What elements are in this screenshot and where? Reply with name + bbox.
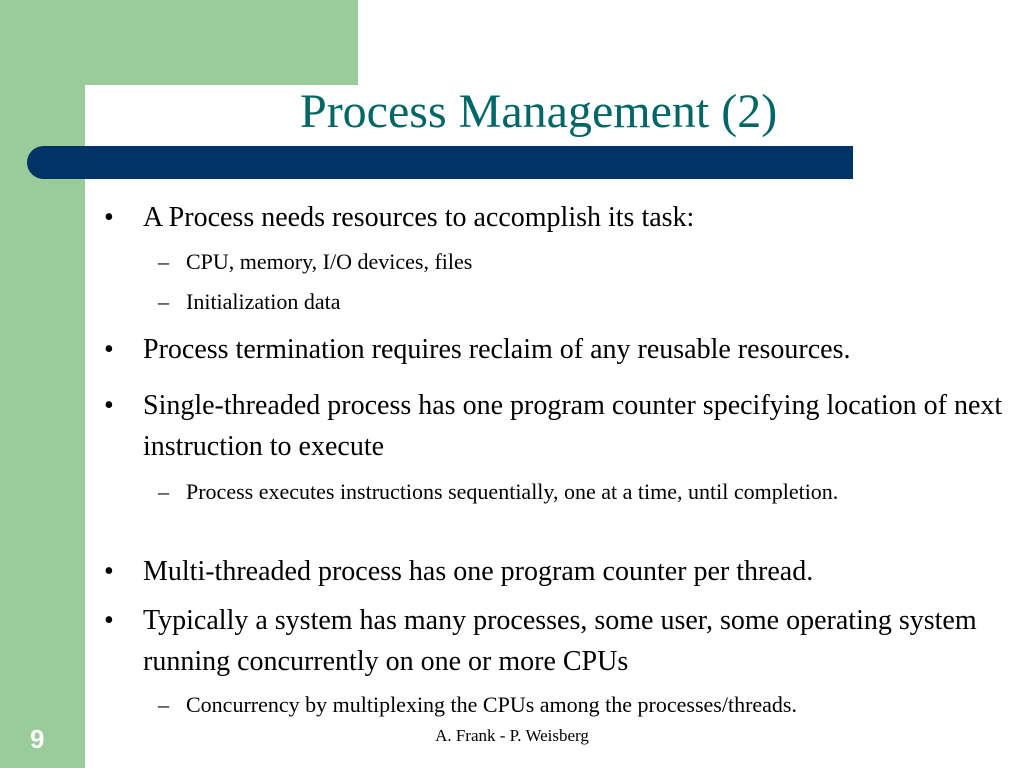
sub-bullet-marker: – (158, 692, 169, 717)
title-underline-bar (27, 146, 853, 179)
footer-author: A. Frank - P. Weisberg (435, 726, 589, 745)
bullet-2 (104, 329, 1004, 370)
bullet-marker: • (104, 390, 114, 421)
rounded-white-corner (85, 85, 205, 205)
bullet-marker: • (104, 605, 114, 636)
bullet-5 (104, 600, 984, 682)
bullet-3 (104, 385, 1004, 467)
slide-title: Process Management (2) (300, 85, 778, 138)
sub-bullet-text: Concurrency by multiplexing the CPUs among the processes/threads. (186, 692, 797, 717)
sub-bullet-1-1 (158, 246, 978, 278)
sub-bullet-text: Process executes instructions sequentially, one at a time, until completion. (186, 479, 839, 504)
bullet-1 (104, 197, 1004, 238)
sub-bullet-text: CPU, memory, I/O devices, files (186, 249, 473, 274)
bullet-text: A Process needs resources to accomplish its task: (143, 202, 695, 233)
sub-bullet-1-2 (158, 286, 978, 318)
left-green-band (0, 0, 85, 768)
top-green-block (85, 0, 358, 85)
sub-bullet-marker: – (158, 249, 169, 274)
bullet-4 (104, 551, 1004, 592)
bullet-marker: • (104, 202, 114, 233)
bullet-text: Single-threaded process has one program counter specifying location of next instruction to execute (143, 390, 1003, 462)
sub-bullet-3-1 (158, 476, 898, 508)
bullet-text: Process termination requires reclaim of any reusable resources. (143, 334, 851, 365)
bullet-marker: • (104, 556, 114, 587)
sub-bullet-text: Initialization data (186, 289, 341, 314)
bullet-text: Typically a system has many processes, some user, some operating system running concurrently on one or more CPUs (143, 605, 977, 677)
bullet-text: Multi-threaded process has one program counter per thread. (143, 556, 814, 587)
sub-bullet-marker: – (158, 479, 169, 504)
bullet-marker: • (104, 334, 114, 365)
sub-bullet-marker: – (158, 289, 169, 314)
sub-bullet-5-1 (158, 689, 988, 721)
slide-number: 9 (30, 724, 45, 754)
